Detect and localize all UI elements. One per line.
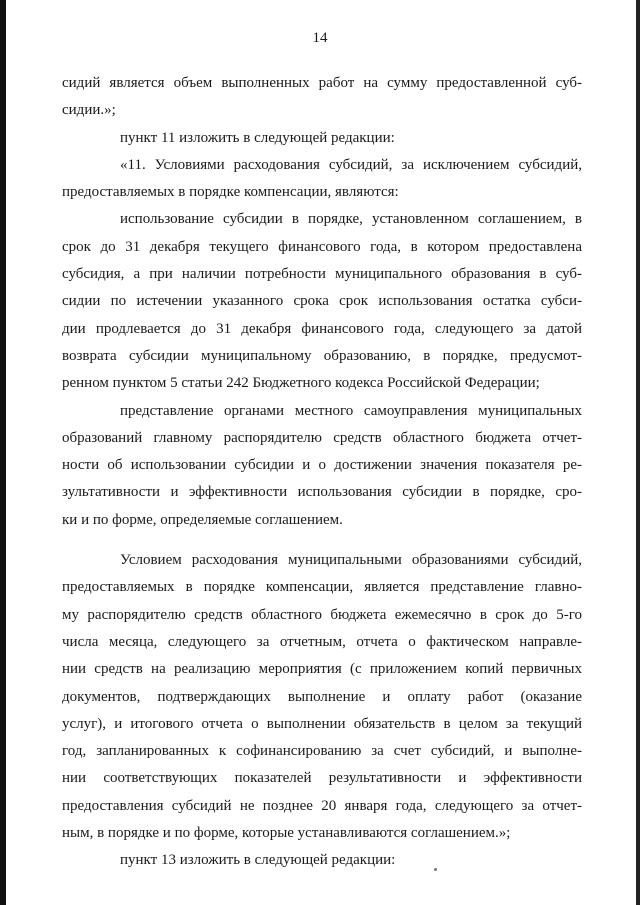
text-line: пункт 11 изложить в следующей редакции: (120, 129, 395, 146)
paragraph (62, 847, 582, 874)
text-line: документов, подтверждающих выполнение и оплату работ (оказание (62, 688, 582, 705)
text-line: нии средств на реализацию мероприятия (с приложением копий первичных (62, 661, 582, 678)
text-line: субсидия, а при наличии потребности муниципального образования в суб- (62, 266, 582, 283)
paragraph-gap (62, 534, 582, 547)
paragraph (62, 398, 582, 534)
text-line: год, запланированных к софинансированию за счет субсидий, и выполне- (62, 743, 582, 760)
text-line: «11. Условиями расходования субсидий, за исключением субсидий, (120, 156, 582, 173)
text-line: числа месяца, следующего за отчетным, отчета о фактическом направле- (62, 633, 582, 650)
text-line: сидии по истечении указанного срока срок использования остатка субси- (62, 293, 582, 310)
document-body (62, 70, 582, 875)
paragraph (62, 206, 582, 397)
scan-edge-right (636, 0, 640, 905)
text-line: дии продлевается до 31 декабря финансового года, следующего за датой (62, 320, 582, 337)
text-line: пункт 13 изложить в следующей редакции: (120, 852, 396, 869)
text-line: сидии.»; (62, 102, 116, 119)
page-number: 14 (312, 30, 328, 46)
paragraph (62, 70, 582, 125)
text-line: предоставляемых в порядке компенсации, являются: (62, 184, 399, 201)
text-line: Условием расходования муниципальными образованиями субсидий, (120, 552, 582, 569)
text-line: образований главному распорядителю средств областного бюджета отчет- (62, 429, 582, 446)
text-line: возврата субсидии муниципальному образованию, в порядке, предусмот- (62, 347, 582, 364)
paragraph (62, 152, 582, 207)
paragraph (62, 547, 582, 847)
text-line: зультативности и эффективности использования субсидии в порядке, сро- (62, 484, 582, 501)
scan-edge-left (0, 0, 6, 905)
paragraph (62, 125, 582, 152)
text-line: сидий является объем выполненных работ на сумму предоставленной суб- (62, 75, 582, 91)
text-line: ренном пунктом 5 статьи 242 Бюджетного кодекса Российской Федерации; (62, 375, 540, 392)
text-line: предоставляемых в порядке компенсации, является представление главно- (62, 579, 582, 596)
text-line: срок до 31 декабря текущего финансового года, в котором предоставлена (62, 238, 582, 255)
text-line: ности об использовании субсидии и о достижении значения показателя ре- (62, 457, 582, 474)
text-line: представление органами местного самоуправления муниципальных (120, 402, 582, 419)
text-line: использование субсидии в порядке, установленном соглашением, в (120, 211, 582, 228)
text-line: ным, в порядке и по форме, которые устанавливаются соглашением.»; (62, 825, 511, 842)
text-line: услуг), и итогового отчета о выполнении обязательств в целом за текущий (62, 715, 582, 732)
text-line: нии соответствующих показателей результативности и эффективности (62, 770, 582, 787)
text-line: му распорядителю средств областного бюджета ежемесячно в срок до 5-го (62, 606, 582, 623)
text-line: ки и по форме, определяемые соглашением. (62, 511, 343, 528)
text-line: предоставления субсидий не позднее 20 января года, следующего за отчет- (62, 797, 582, 814)
scan-speck (434, 868, 437, 871)
